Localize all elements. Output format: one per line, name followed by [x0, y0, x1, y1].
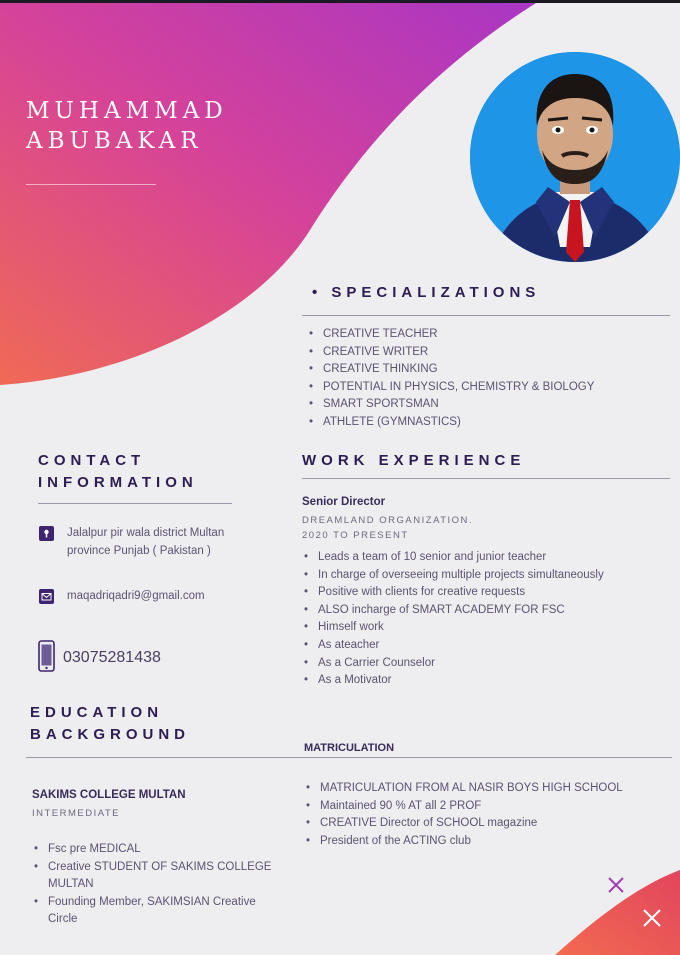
- list-item: • CREATIVE THINKING: [307, 361, 667, 379]
- email-link[interactable]: maqadriqadri9@gmail.com: [67, 590, 205, 602]
- specializations-list: [307, 326, 667, 432]
- cross-icon: [642, 908, 662, 933]
- cross-icon: [607, 876, 625, 899]
- list-item: • CREATIVE TEACHER: [307, 326, 667, 344]
- phone-number[interactable]: 03075281438: [63, 649, 161, 666]
- address-line1: Jalalpur pir wala district Multan: [67, 527, 225, 539]
- person-name: [26, 96, 228, 156]
- contact-divider: [38, 503, 232, 504]
- education-level: INTERMEDIATE: [32, 808, 121, 819]
- list-item: • Fsc pre MEDICAL: [32, 841, 272, 859]
- list-item: • SMART SPORTSMAN: [307, 396, 667, 414]
- list-item: • In charge of overseeing multiple projects simultaneously: [302, 567, 670, 585]
- job-title: Senior Director: [302, 496, 386, 508]
- specializations-divider: [302, 315, 670, 316]
- education-heading-line2: BACKGROUND: [30, 726, 190, 743]
- organization-name: DREAMLAND ORGANIZATION.: [302, 515, 474, 526]
- list-item: • Creative STUDENT OF SAKIMS COLLEGE MULTAN: [32, 859, 272, 894]
- list-item: • Maintained 90 % AT all 2 PROF: [304, 798, 670, 816]
- education-heading: [30, 702, 190, 746]
- list-item: • MATRICULATION FROM AL NASIR BOYS HIGH SCHOOL: [304, 780, 670, 798]
- list-item: • Himself work: [302, 619, 670, 637]
- location-icon: [39, 526, 54, 546]
- list-item: • ATHLETE (GYMNASTICS): [307, 414, 667, 432]
- list-item: • CREATIVE Director of SCHOOL magazine: [304, 815, 670, 833]
- work-period: 2020 TO PRESENT: [302, 530, 409, 541]
- matriculation-heading: MATRICULATION: [304, 742, 395, 754]
- college-name: SAKIMS COLLEGE MULTAN: [32, 789, 186, 801]
- phone-icon: [38, 640, 55, 677]
- specializations-heading: • SPECIALIZATIONS: [312, 284, 541, 301]
- work-duties-list: [302, 549, 670, 690]
- name-first: MUHAMMAD: [26, 98, 228, 124]
- name-divider: [26, 184, 156, 185]
- list-item: • CREATIVE WRITER: [307, 344, 667, 362]
- list-item: • As a Motivator: [302, 672, 670, 690]
- list-item: • ALSO incharge of SMART ACADEMY FOR FSC: [302, 602, 670, 620]
- work-divider: [302, 478, 670, 479]
- address-line2: province Punjab ( Pakistan ): [67, 545, 211, 557]
- education-heading-line1: EDUCATION: [30, 704, 164, 721]
- name-last: ABUBAKAR: [26, 128, 203, 154]
- list-item: • Leads a team of 10 senior and junior teacher: [302, 549, 670, 567]
- contact-heading: [38, 450, 198, 494]
- contact-heading-line1: CONTACT: [38, 452, 146, 469]
- person-portrait: [470, 52, 680, 262]
- matriculation-list: [304, 780, 670, 850]
- address: [67, 524, 267, 560]
- profile-photo: [470, 52, 680, 262]
- work-experience-heading: WORK EXPERIENCE: [302, 452, 526, 469]
- list-item: • Positive with clients for creative requests: [302, 584, 670, 602]
- list-item: • As ateacher: [302, 637, 670, 655]
- college-list: [32, 841, 272, 929]
- email-icon: [39, 589, 54, 609]
- education-divider: [26, 757, 672, 758]
- list-item: • As a Carrier Counselor: [302, 655, 670, 673]
- list-item: • President of the ACTING club: [304, 833, 670, 851]
- contact-heading-line2: INFORMATION: [38, 474, 198, 491]
- list-item: • Founding Member, SAKIMSIAN Creative Circle: [32, 894, 272, 929]
- list-item: • POTENTIAL IN PHYSICS, CHEMISTRY & BIOLOGY: [307, 379, 667, 397]
- organization: [302, 513, 473, 543]
